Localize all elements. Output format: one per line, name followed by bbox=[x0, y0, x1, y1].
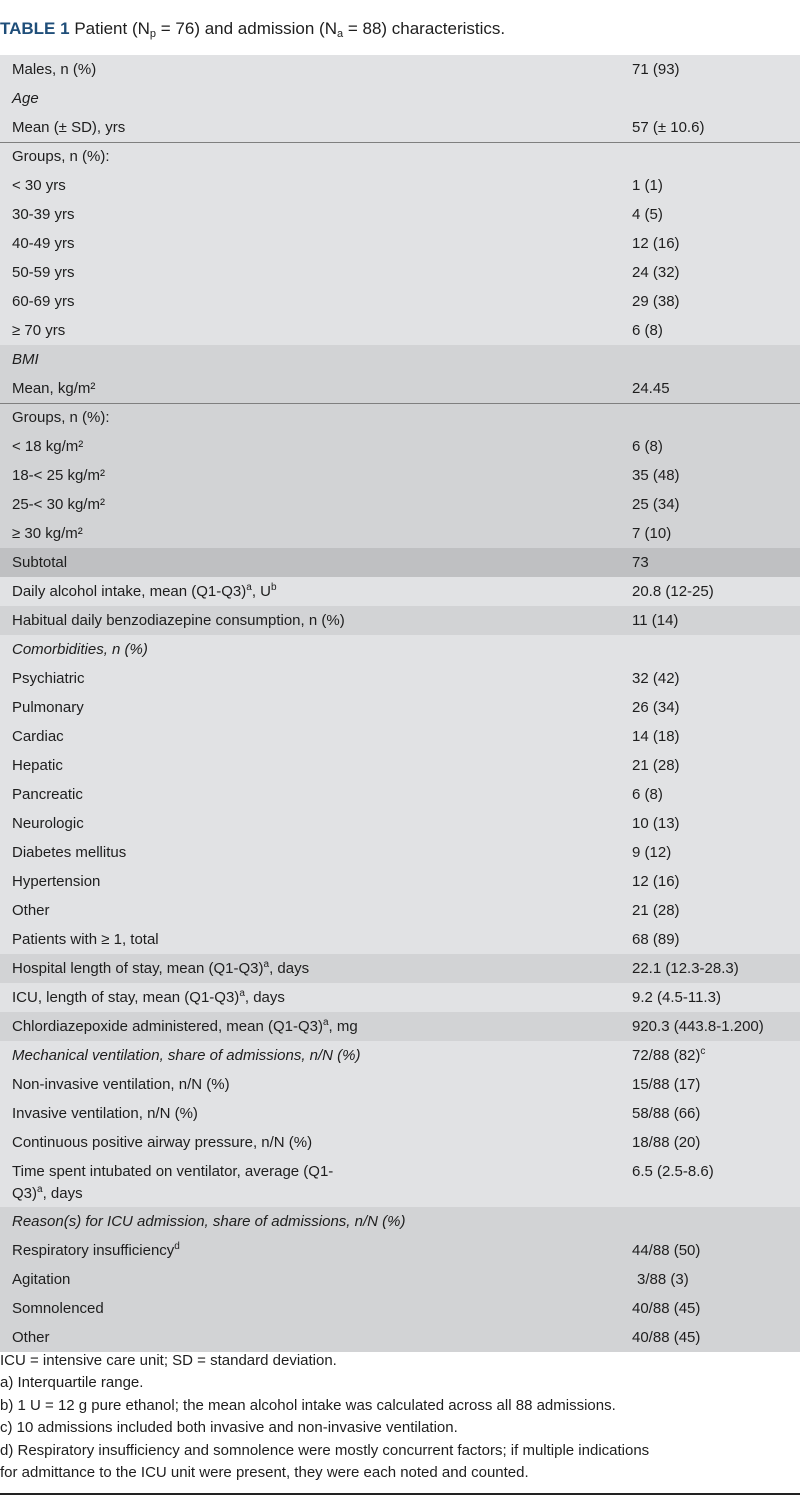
row-label-text: Neurologic bbox=[12, 815, 84, 832]
footnote-marker: d bbox=[174, 1241, 180, 1252]
table-row bbox=[0, 751, 800, 780]
row-value bbox=[632, 960, 739, 978]
row-label-suffix: , days bbox=[269, 960, 310, 977]
row-value bbox=[632, 1105, 700, 1123]
row-label bbox=[12, 467, 342, 485]
footnote-marker: c bbox=[700, 1046, 706, 1057]
table-row bbox=[0, 1012, 800, 1041]
title-text-3: = 88) characteristics. bbox=[343, 19, 506, 38]
row-label-text: Cardiac bbox=[12, 728, 64, 745]
footnote-marker: b bbox=[271, 582, 277, 593]
row-value-text: 22.1 (12.3-28.3) bbox=[632, 960, 739, 977]
row-label-text: ICU, length of stay, mean (Q1-Q3) bbox=[12, 989, 240, 1006]
table-row bbox=[0, 664, 800, 693]
row-label bbox=[12, 873, 342, 891]
footnote-line: d) Respiratory insufficiency and somnolence were mostly concurrent factors; if multiple indications bbox=[0, 1441, 650, 1459]
row-value-text: 35 (48) bbox=[632, 467, 680, 484]
row-label bbox=[12, 525, 342, 543]
footnote-marker: a bbox=[246, 582, 252, 593]
row-value bbox=[632, 670, 680, 688]
row-label bbox=[12, 960, 342, 978]
row-value-text: 7 (10) bbox=[632, 525, 672, 542]
row-label-suffix: , days bbox=[244, 989, 285, 1006]
footnote-marker: a bbox=[239, 988, 245, 999]
footnote-marker: a bbox=[322, 1017, 329, 1028]
row-label bbox=[12, 380, 342, 398]
row-label-suffix: , U bbox=[251, 583, 271, 600]
table-row bbox=[0, 1041, 800, 1070]
row-value-text: 6 (8) bbox=[632, 438, 663, 455]
row-value-text: 71 (93) bbox=[632, 61, 680, 78]
row-label-text: Continuous positive airway pressure, n/N (%) bbox=[12, 1134, 313, 1151]
row-label bbox=[12, 554, 342, 572]
row-value-text: 9.2 (4.5-11.3) bbox=[632, 989, 721, 1006]
table-row bbox=[0, 287, 800, 316]
row-value-text: 4 (5) bbox=[632, 206, 663, 223]
row-value bbox=[632, 1018, 764, 1036]
row-value-text: 6.5 (2.5-8.6) bbox=[632, 1163, 714, 1180]
row-value bbox=[632, 119, 704, 137]
row-value bbox=[632, 902, 680, 920]
row-label-text: Hypertension bbox=[12, 873, 101, 890]
row-label bbox=[12, 1213, 406, 1231]
row-label-text: Males, n (%) bbox=[12, 61, 97, 78]
table-row bbox=[0, 113, 800, 142]
row-label-text: Respiratory insufficiency bbox=[12, 1242, 175, 1259]
row-label-text: Daily alcohol intake, mean (Q1-Q3) bbox=[12, 583, 247, 600]
row-value-text: 12 (16) bbox=[632, 873, 680, 890]
row-value bbox=[632, 815, 680, 833]
row-value-text: 25 (34) bbox=[632, 496, 680, 513]
table-row bbox=[0, 925, 800, 954]
row-label-text: Hospital length of stay, mean (Q1-Q3) bbox=[12, 960, 264, 977]
row-value bbox=[632, 1163, 714, 1181]
row-value bbox=[632, 1242, 700, 1260]
row-label-text: Pulmonary bbox=[12, 699, 84, 716]
row-label bbox=[12, 293, 342, 311]
row-value bbox=[632, 757, 680, 775]
row-value bbox=[632, 206, 663, 224]
row-value bbox=[632, 728, 680, 746]
row-label bbox=[12, 931, 342, 949]
row-label bbox=[12, 1017, 358, 1036]
row-label bbox=[12, 583, 342, 601]
row-label bbox=[12, 1134, 342, 1152]
row-value-text: 40/88 (45) bbox=[632, 1300, 701, 1317]
row-label bbox=[12, 322, 342, 340]
title-text-1: Patient (N bbox=[74, 19, 150, 38]
row-label bbox=[12, 1076, 342, 1094]
table-row bbox=[0, 896, 800, 925]
table-row bbox=[0, 1070, 800, 1099]
row-value bbox=[632, 322, 663, 340]
row-label bbox=[12, 438, 342, 456]
row-label bbox=[12, 844, 342, 862]
row-value-text: 3/88 (3) bbox=[637, 1271, 689, 1288]
row-label bbox=[12, 1300, 342, 1318]
row-label-text: Diabetes mellitus bbox=[12, 844, 127, 861]
table-row bbox=[0, 345, 800, 374]
row-label bbox=[12, 1271, 342, 1289]
row-label-text: ≥ 70 yrs bbox=[12, 322, 66, 339]
row-value-text: 72/88 (82) bbox=[632, 1047, 701, 1064]
table-row bbox=[0, 983, 800, 1012]
row-label-text: Mechanical ventilation, share of admissions, n/N (%) bbox=[12, 1047, 361, 1064]
footnote-line: for admittance to the ICU unit were present, they were each noted and counted. bbox=[0, 1464, 529, 1482]
row-value bbox=[632, 1047, 705, 1065]
row-value bbox=[632, 699, 680, 717]
row-label bbox=[12, 409, 342, 427]
row-value-text: 6 (8) bbox=[632, 786, 663, 803]
title-text-2: = 76) and admission (N bbox=[156, 19, 337, 38]
row-label-text: Hepatic bbox=[12, 757, 63, 774]
row-value bbox=[632, 612, 678, 630]
table-row bbox=[0, 1236, 800, 1265]
row-label-text: ≥ 30 kg/m² bbox=[12, 525, 83, 542]
row-label bbox=[12, 815, 342, 833]
row-value bbox=[632, 873, 680, 891]
footnote-line: b) 1 U = 12 g pure ethanol; the mean alcohol intake was calculated across all 88 admissions. bbox=[0, 1396, 616, 1414]
row-value-text: 58/88 (66) bbox=[632, 1105, 701, 1122]
footnote-marker: a bbox=[37, 1184, 43, 1195]
row-label-text: Chlordiazepoxide administered, mean (Q1-Q3) bbox=[12, 1018, 323, 1035]
row-value-text: 14 (18) bbox=[632, 728, 680, 745]
row-value-text: 21 (28) bbox=[632, 757, 680, 774]
row-label-text: Psychiatric bbox=[12, 670, 85, 687]
table-row bbox=[0, 403, 800, 432]
row-label bbox=[12, 786, 342, 804]
row-label-text: 18-< 25 kg/m² bbox=[12, 467, 105, 484]
row-value-text: 73 bbox=[632, 554, 649, 571]
table-row bbox=[0, 577, 800, 606]
table-footnotes bbox=[0, 1350, 800, 1484]
row-label bbox=[12, 351, 342, 369]
row-label bbox=[12, 699, 342, 717]
row-value bbox=[632, 380, 670, 398]
table-row bbox=[0, 84, 800, 113]
row-value bbox=[632, 264, 680, 282]
footnote-line: c) 10 admissions included both invasive and non-invasive ventilation. bbox=[0, 1419, 458, 1437]
row-label-suffix: , mg bbox=[328, 1018, 358, 1035]
row-value bbox=[632, 177, 663, 195]
table-row bbox=[0, 55, 800, 84]
table-row bbox=[0, 461, 800, 490]
row-value bbox=[632, 989, 721, 1007]
row-label bbox=[12, 148, 342, 166]
row-value-text: 24 (32) bbox=[632, 264, 680, 281]
table-row bbox=[0, 954, 800, 983]
row-value bbox=[632, 438, 663, 456]
row-value bbox=[632, 235, 680, 253]
row-label bbox=[12, 90, 342, 108]
row-value bbox=[632, 844, 671, 862]
row-label-text: Mean, kg/m² bbox=[12, 380, 96, 397]
row-value-text: 29 (38) bbox=[632, 293, 680, 310]
table-row bbox=[0, 780, 800, 809]
table-row bbox=[0, 1157, 800, 1207]
table-row bbox=[0, 606, 800, 635]
row-label bbox=[12, 641, 342, 659]
row-value-text: 9 (12) bbox=[632, 844, 672, 861]
row-value-text: 21 (28) bbox=[632, 902, 680, 919]
table-row bbox=[0, 200, 800, 229]
row-value-text: 57 (± 10.6) bbox=[632, 119, 705, 136]
row-label-text: Time spent intubated on ventilator, average (Q1-Q3) bbox=[12, 1163, 334, 1202]
row-value-text: 44/88 (50) bbox=[632, 1242, 701, 1259]
table-row bbox=[0, 548, 800, 577]
bottom-rule bbox=[0, 1493, 800, 1495]
title-sub-p: p bbox=[149, 28, 157, 40]
row-label-text: Comorbidities, n (%) bbox=[12, 641, 148, 658]
row-label-text: Other bbox=[12, 1329, 50, 1346]
row-label-text: Groups, n (%): bbox=[12, 409, 110, 426]
row-label-text: 40-49 yrs bbox=[12, 235, 75, 252]
table-row bbox=[0, 1265, 800, 1294]
row-value bbox=[632, 61, 680, 79]
title-sub-a: a bbox=[336, 28, 344, 40]
table-row bbox=[0, 432, 800, 461]
table-row bbox=[0, 693, 800, 722]
row-label-text: < 30 yrs bbox=[12, 177, 66, 194]
row-label-text: Agitation bbox=[12, 1271, 71, 1288]
row-label-text: Pancreatic bbox=[12, 786, 83, 803]
row-value-text: 20.8 (12-25) bbox=[632, 583, 714, 600]
row-label bbox=[12, 1161, 352, 1205]
table-row bbox=[0, 171, 800, 200]
table-row bbox=[0, 1099, 800, 1128]
row-value bbox=[632, 1076, 700, 1094]
row-value-text: 68 (89) bbox=[632, 931, 680, 948]
row-value bbox=[632, 525, 671, 543]
table-row bbox=[0, 635, 800, 664]
row-label bbox=[12, 612, 345, 630]
row-value-text: 920.3 (443.8-1.200) bbox=[632, 1018, 764, 1035]
row-label bbox=[12, 206, 342, 224]
row-label-text: Habitual daily benzodiazepine consumption, n (%) bbox=[12, 612, 345, 629]
row-label-text: Groups, n (%): bbox=[12, 148, 110, 165]
row-value bbox=[632, 1329, 700, 1347]
row-label bbox=[12, 119, 342, 137]
row-value-text: 6 (8) bbox=[632, 322, 663, 339]
row-label bbox=[12, 728, 342, 746]
footnote-line: ICU = intensive care unit; SD = standard deviation. bbox=[0, 1352, 337, 1369]
table-row bbox=[0, 1323, 800, 1352]
row-label-text: 50-59 yrs bbox=[12, 264, 75, 281]
characteristics-table bbox=[0, 55, 800, 1352]
table-row bbox=[0, 809, 800, 838]
row-label-text: < 18 kg/m² bbox=[12, 438, 84, 455]
row-value bbox=[632, 496, 680, 514]
row-divider bbox=[0, 142, 800, 143]
table-row bbox=[0, 867, 800, 896]
table-row bbox=[0, 142, 800, 171]
row-label-text: 25-< 30 kg/m² bbox=[12, 496, 105, 513]
row-label-text: 30-39 yrs bbox=[12, 206, 75, 223]
row-label-text: Invasive ventilation, n/N (%) bbox=[12, 1105, 198, 1122]
row-label bbox=[12, 989, 342, 1007]
row-value-text: 26 (34) bbox=[632, 699, 680, 716]
footnote-line: a) Interquartile range. bbox=[0, 1374, 144, 1392]
row-label-text: Non-invasive ventilation, n/N (%) bbox=[12, 1076, 230, 1093]
row-label-text: Somnolenced bbox=[12, 1300, 104, 1317]
table-row bbox=[0, 1207, 800, 1236]
row-value bbox=[632, 583, 714, 601]
row-label-text: 60-69 yrs bbox=[12, 293, 75, 310]
row-label-text: Mean (± SD), yrs bbox=[12, 119, 126, 136]
row-label-text: Patients with ≥ 1, total bbox=[12, 931, 159, 948]
row-label-text: Reason(s) for ICU admission, share of admissions, n/N (%) bbox=[12, 1213, 406, 1230]
table-number: TABLE 1 bbox=[0, 19, 70, 38]
row-value bbox=[637, 1271, 689, 1289]
table-row bbox=[0, 258, 800, 287]
table-row bbox=[0, 519, 800, 548]
row-value-text: 15/88 (17) bbox=[632, 1076, 701, 1093]
table-row bbox=[0, 316, 800, 345]
row-label bbox=[12, 264, 342, 282]
row-value-text: 1 (1) bbox=[632, 177, 663, 194]
row-value-text: 32 (42) bbox=[632, 670, 680, 687]
row-label bbox=[12, 1047, 361, 1065]
row-divider bbox=[0, 403, 800, 404]
row-label bbox=[12, 902, 342, 920]
table-row bbox=[0, 1294, 800, 1323]
footnote-marker: a bbox=[263, 959, 270, 970]
row-label-text: Age bbox=[12, 90, 39, 107]
table-row bbox=[0, 490, 800, 519]
table-row bbox=[0, 374, 800, 403]
row-label bbox=[12, 1329, 342, 1347]
table-row bbox=[0, 1128, 800, 1157]
row-label bbox=[12, 177, 342, 195]
row-value bbox=[632, 931, 680, 949]
table-row bbox=[0, 229, 800, 258]
row-value bbox=[632, 554, 649, 572]
row-value bbox=[632, 786, 663, 804]
row-label bbox=[12, 61, 342, 79]
table-row bbox=[0, 838, 800, 867]
row-label bbox=[12, 496, 342, 514]
row-value-text: 24.45 bbox=[632, 380, 670, 397]
table-row bbox=[0, 722, 800, 751]
row-label bbox=[12, 235, 342, 253]
row-label-text: Subtotal bbox=[12, 554, 68, 571]
row-value-text: 18/88 (20) bbox=[632, 1134, 701, 1151]
row-label-text: BMI bbox=[12, 351, 39, 368]
row-label bbox=[12, 1242, 342, 1260]
row-value bbox=[632, 1134, 700, 1152]
row-value bbox=[632, 293, 680, 311]
row-value bbox=[632, 1300, 700, 1318]
row-label-suffix: , days bbox=[42, 1185, 83, 1202]
row-value bbox=[632, 467, 680, 485]
row-value-text: 10 (13) bbox=[632, 815, 680, 832]
table-title bbox=[0, 17, 505, 41]
row-label bbox=[12, 757, 342, 775]
row-value-text: 11 (14) bbox=[632, 612, 679, 629]
row-label bbox=[12, 1105, 342, 1123]
row-value-text: 40/88 (45) bbox=[632, 1329, 701, 1346]
row-value-text: 12 (16) bbox=[632, 235, 680, 252]
row-label bbox=[12, 670, 342, 688]
row-label-text: Other bbox=[12, 902, 50, 919]
